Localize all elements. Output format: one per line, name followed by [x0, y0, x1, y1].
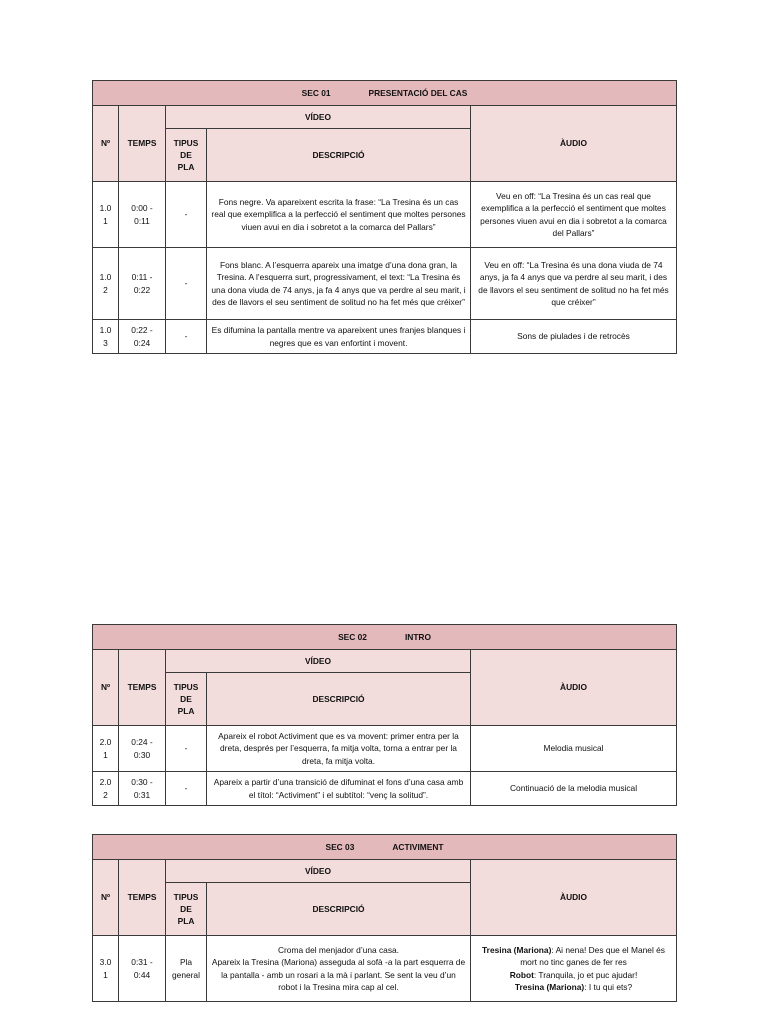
- header-descripcio: DESCRIPCIÓ: [207, 129, 471, 182]
- row-temps: 0:24 - 0:30: [119, 726, 166, 772]
- header-video: VÍDEO: [166, 106, 471, 129]
- row-num: 3.0 1: [93, 936, 119, 1002]
- header-tipus-pla: TIPUS DE PLA: [166, 883, 207, 936]
- section-code: SEC 03: [325, 841, 355, 852]
- row-descripcio: Apareix el robot Activiment que es va movent: primer entra per la dreta, després per l’esquerra, fa mitja volta, torna a entrar per la dreta, fa mitja volta.: [207, 726, 471, 772]
- section-title: [93, 625, 677, 650]
- row-audio: [471, 936, 677, 1002]
- section-name: PRESENTACIÓ DEL CAS: [368, 87, 468, 98]
- section-name: ACTIVIMENT: [392, 841, 444, 852]
- row-pla: -: [166, 182, 207, 248]
- section-code: SEC 02: [338, 631, 367, 642]
- header-tipus-pla: TIPUS DE PLA: [166, 673, 207, 726]
- row-temps: 0:30 - 0:31: [119, 772, 166, 806]
- header-temps: TEMPS: [119, 860, 166, 936]
- table-row: [93, 936, 677, 1002]
- sequence-table-03: [92, 834, 677, 1002]
- dialogue-line: : Tranquila, jo et puc ajudar!: [533, 969, 638, 980]
- header-descripcio: DESCRIPCIÓ: [207, 673, 471, 726]
- header-audio: ÀUDIO: [471, 860, 677, 936]
- row-audio: Sons de piulades i de retrocès: [471, 320, 677, 354]
- row-audio: Continuació de la melodia musical: [471, 772, 677, 806]
- header-video: VÍDEO: [166, 860, 471, 883]
- row-temps: 0:11 - 0:22: [119, 248, 166, 320]
- table-row: [93, 320, 677, 354]
- header-num: Nº: [93, 650, 119, 726]
- section-name: INTRO: [404, 631, 431, 642]
- section-title: [93, 835, 677, 860]
- row-temps: 0:00 - 0:11: [119, 182, 166, 248]
- speaker-name: Tresina (Mariona): [482, 945, 552, 956]
- header-tipus-pla: TIPUS DE PLA: [166, 129, 207, 182]
- row-num: 2.0 1: [93, 726, 119, 772]
- section-code: SEC 01: [301, 87, 331, 98]
- sequence-table-01: [92, 80, 677, 354]
- row-pla: Pla general: [166, 936, 207, 1002]
- dialogue-line: : Ai nena! Des que el Manel és mort no tinc ganes de fer res: [520, 945, 665, 968]
- table-row: [93, 772, 677, 806]
- row-descripcio: Fons blanc. A l’esquerra apareix una imatge d’una dona gran, la Tresina. A l’esquerra surt, progressivament, el text: “La Tresina és una dona viuda de 74 anys, ja fa 4 anys que va perdre al seu marit, i des de llavors el seu sentiment de solitud no ha fet més que créixer”: [207, 248, 471, 320]
- row-temps: 0:31 - 0:44: [119, 936, 166, 1002]
- row-pla: -: [166, 248, 207, 320]
- sequence-table-02: [92, 624, 677, 806]
- table-row: [93, 182, 677, 248]
- row-descripcio: Croma del menjador d’una casa. Apareix la Tresina (Mariona) asseguda al sofà -a la part esquerra de la pantalla - amb un rosari a la mà i parlant. Se sent la veu d’un robot i la Tresina mira cap al cel.: [207, 936, 471, 1002]
- row-temps: 0:22 - 0:24: [119, 320, 166, 354]
- header-audio: ÀUDIO: [471, 106, 677, 182]
- row-num: 1.0 2: [93, 248, 119, 320]
- section-title: [93, 81, 677, 106]
- table-row: [93, 726, 677, 772]
- row-descripcio: Es difumina la pantalla mentre va apareixent unes franjes blanques i negres que es van enfortint i movent.: [207, 320, 471, 354]
- dialogue-line: : I tu qui ets?: [584, 981, 633, 992]
- header-num: Nº: [93, 106, 119, 182]
- speaker-name: Robot: [509, 969, 534, 980]
- header-audio: ÀUDIO: [471, 650, 677, 726]
- table-row: [93, 248, 677, 320]
- header-temps: TEMPS: [119, 106, 166, 182]
- row-num: 2.0 2: [93, 772, 119, 806]
- header-num: Nº: [93, 860, 119, 936]
- row-pla: -: [166, 772, 207, 806]
- header-temps: TEMPS: [119, 650, 166, 726]
- row-pla: -: [166, 320, 207, 354]
- row-descripcio: Apareix a partir d’una transició de difuminat el fons d’una casa amb el títol: “Activiment” i el subtítol: “venç la solitud”.: [207, 772, 471, 806]
- row-num: 1.0 3: [93, 320, 119, 354]
- row-audio: Veu en off: “La Tresina és una dona viuda de 74 anys, ja fa 4 anys que va perdre al seu marit, i des de llavors el seu sentiment de solitud no ha fet més que créixer”: [471, 248, 677, 320]
- row-audio: Melodia musical: [471, 726, 677, 772]
- header-video: VÍDEO: [166, 650, 471, 673]
- header-descripcio: DESCRIPCIÓ: [207, 883, 471, 936]
- speaker-name: Tresina (Mariona): [514, 981, 585, 992]
- row-pla: -: [166, 726, 207, 772]
- row-descripcio: Fons negre. Va apareixent escrita la frase: “La Tresina és un cas real que exemplifica a la perfecció el sentiment que moltes persones viuen avui en dia i sobretot a la comarca del Pallars”: [207, 182, 471, 248]
- row-num: 1.0 1: [93, 182, 119, 248]
- row-audio: Veu en off: “La Tresina és un cas real que exemplifica a la perfecció el sentiment que moltes persones viuen avui en dia i sobretot a la comarca del Pallars”: [471, 182, 677, 248]
